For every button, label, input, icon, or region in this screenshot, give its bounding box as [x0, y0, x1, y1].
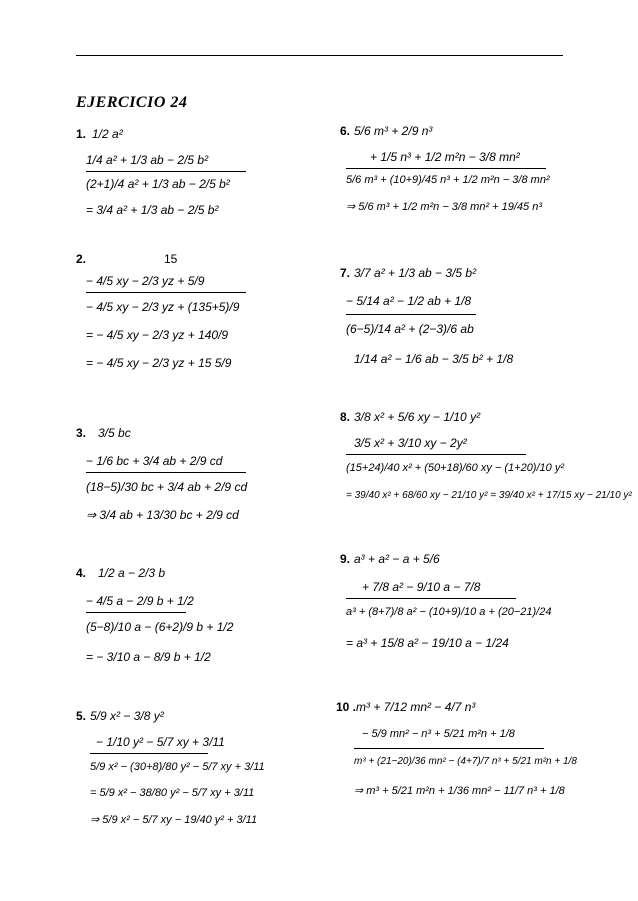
equation-line: 1/14 a² − 1/6 ab − 3/5 b² + 1/8 [354, 352, 514, 366]
exercise-10 [336, 688, 580, 818]
equation-line: 15 [164, 252, 178, 266]
exercise-number: 7. [340, 266, 351, 280]
equation-line: = − 4/5 xy − 2/3 yz + 140/9 [86, 328, 229, 342]
exercise-number: 6. [340, 124, 351, 138]
equation-line: 1/2 a² [92, 127, 123, 141]
equation-line: = − 3/10 a − 8/9 b + 1/2 [86, 650, 211, 664]
sum-bar [90, 753, 208, 754]
equation-line: 3/5 bc [98, 426, 131, 440]
equation-line: = 3/4 a² + 1/3 ab − 2/5 b² [86, 203, 219, 217]
equation-line: ⇒ 5/6 m³ + 1/2 m²n − 3/8 mn² + 19/45 n³ [346, 201, 543, 213]
equation-line: = 5/9 x² − 38/80 y² − 5/7 xy + 3/11 [90, 787, 255, 799]
equation-line: ⇒ m³ + 5/21 m²n + 1/36 mn² − 11/7 n³ + 1/8 [354, 785, 565, 797]
exercise-7 [340, 258, 570, 388]
equation-line: ⇒ 5/9 x² − 5/7 xy − 19/40 y² + 3/11 [90, 814, 258, 826]
equation-line: a³ + a² − a + 5/6 [354, 552, 440, 566]
exercise-number: 9. [340, 552, 351, 566]
equation-line: 5/9 x² − 3/8 y² [90, 709, 164, 723]
equation-line: − 4/5 a − 2/9 b + 1/2 [86, 594, 194, 608]
sum-bar [346, 168, 546, 169]
exercise-number: 8. [340, 410, 351, 424]
equation-line: m³ + (21−20)/36 mn² − (4+7)/7 n³ + 5/21 m²n + 1/8 [354, 756, 577, 767]
sum-bar [346, 314, 476, 315]
sum-bar [354, 748, 544, 749]
equation-line: 1/4 a² + 1/3 ab − 2/5 b² [86, 153, 209, 167]
equation-line: − 1/10 y² − 5/7 xy + 3/11 [96, 735, 225, 749]
equation-line: − 1/6 bc + 3/4 ab + 2/9 cd [86, 454, 223, 468]
equation-line: (2+1)/4 a² + 1/3 ab − 2/5 b² [86, 177, 230, 191]
page-title: EJERCICIO 24 [76, 94, 188, 111]
equation-line: (18−5)/30 bc + 3/4 ab + 2/9 cd [86, 480, 248, 494]
exercise-8 [340, 398, 632, 528]
equation-line: 5/6 m³ + 2/9 n³ [354, 124, 433, 138]
equation-line: 3/7 a² + 1/3 ab − 3/5 b² [354, 266, 477, 280]
exercise-4 [76, 550, 296, 680]
equation-line: a³ + (8+7)/8 a² − (10+9)/10 a + (20−21)/24 [346, 606, 552, 618]
equation-line: 5/6 m³ + (10+9)/45 n³ + 1/2 m²n − 3/8 mn² [346, 174, 550, 186]
sum-bar [346, 598, 516, 599]
equation-line: − 5/14 a² − 1/2 ab + 1/8 [346, 294, 472, 308]
sum-bar [86, 171, 246, 172]
exercise-1 [76, 115, 296, 225]
sum-bar [346, 454, 526, 455]
equation-line: − 4/5 xy − 2/3 yz + (135+5)/9 [86, 300, 240, 314]
sum-bar [86, 292, 246, 293]
equation-line: 5/9 x² − (30+8)/80 y² − 5/7 xy + 3/11 [90, 761, 265, 773]
equation-line: = − 4/5 xy − 2/3 yz + 15 5/9 [86, 356, 232, 370]
exercise-number: 5. [76, 709, 87, 723]
equation-line: = a³ + 15/8 a² − 19/10 a − 1/24 [346, 636, 509, 650]
sum-bar [86, 612, 186, 613]
exercise-number: 4. [76, 566, 87, 580]
equation-line: = 39/40 x² + 68/60 xy − 21/10 y² = 39/40 x² + 17/15 xy − 21/10 y² [346, 490, 632, 501]
exercise-number: 2. [76, 252, 87, 266]
exercise-5 [76, 695, 306, 845]
equation-line: − 4/5 xy − 2/3 yz + 5/9 [86, 274, 205, 288]
exercise-number: 1. [76, 127, 87, 141]
equation-line: 3/5 x² + 3/10 xy − 2y² [354, 436, 467, 450]
header-rule [76, 55, 563, 56]
equation-line: + 7/8 a² − 9/10 a − 7/8 [362, 580, 481, 594]
equation-line: (15+24)/40 x² + (50+18)/60 xy − (1+20)/10 y² [346, 462, 564, 474]
equation-line: ⇒ 3/4 ab + 13/30 bc + 2/9 cd [86, 508, 239, 522]
equation-line: m³ + 7/12 mn² − 4/7 n³ [356, 700, 476, 714]
exercise-number: 3. [76, 426, 87, 440]
sum-bar [86, 472, 246, 473]
exercise-2 [76, 248, 296, 388]
equation-line: 1/2 a − 2/3 b [98, 566, 166, 580]
equation-line: (5−8)/10 a − (6+2)/9 b + 1/2 [86, 620, 234, 634]
equation-line: + 1/5 n³ + 1/2 m²n − 3/8 mn² [370, 150, 520, 164]
equation-line: − 5/9 mn² − n³ + 5/21 m²n + 1/8 [362, 728, 515, 740]
exercise-number: 10 . [336, 700, 357, 714]
exercise-3 [76, 410, 296, 530]
equation-line: 3/8 x² + 5/6 xy − 1/10 y² [354, 410, 481, 424]
exercise-9 [340, 540, 570, 670]
exercise-6 [340, 112, 570, 232]
equation-line: (6−5)/14 a² + (2−3)/6 ab [346, 322, 474, 336]
